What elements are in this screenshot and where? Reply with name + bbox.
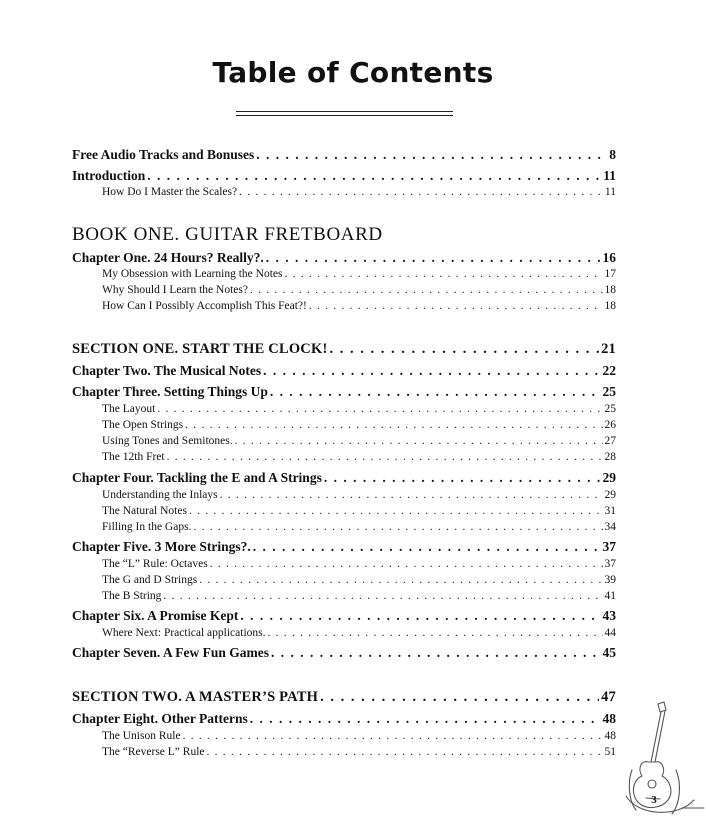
entry-title: Chapter Four. Tackling the E and A Strings [72,470,322,485]
entry-title: The Layout [102,403,156,415]
dot-leader [250,284,603,296]
dot-leader [207,746,603,758]
entry-title: The B String [102,590,162,602]
toc-subentry[interactable] [102,558,616,570]
entry-page: 29 [604,489,616,501]
dot-leader [183,730,603,742]
toc-entry[interactable] [72,711,616,727]
toc-subentry[interactable] [102,590,616,602]
entry-page: 45 [602,645,616,660]
entry-page: 18 [604,300,616,312]
entry-page: 31 [604,505,616,517]
toc-entry[interactable] [72,384,616,400]
toc-subentry[interactable] [102,435,616,447]
toc-entry[interactable] [72,363,616,379]
entry-page: 37 [602,539,616,554]
entry-title: Chapter Two. The Musical Notes [72,363,262,378]
toc-subentry[interactable] [102,730,616,742]
entry-page: 25 [602,384,616,399]
entry-title: The “L” Rule: Octaves [102,558,208,570]
entry-page: 21 [601,341,616,357]
dot-leader [189,505,603,517]
entry-page: 37 [604,558,616,570]
entry-page: 16 [602,250,616,265]
entry-title: The “Reverse L” Rule [102,746,205,758]
toc-entry[interactable] [72,168,616,184]
entry-page: 18 [604,284,616,296]
dot-leader [167,451,603,463]
dot-leader [235,435,603,447]
toc-entry[interactable] [72,539,616,555]
entry-title: How Can I Possibly Accomplish This Feat?! [102,300,307,312]
entry-title: Introduction [72,168,146,183]
entry-page: 47 [601,689,616,705]
entry-title: The Unison Rule [102,730,181,742]
toc-section[interactable] [72,341,616,358]
toc-subentry[interactable] [102,521,616,533]
entry-title: How Do I Master the Scales? [102,186,238,198]
entry-page: 22 [602,363,616,378]
toc-subentry[interactable] [102,627,616,639]
entry-page: 17 [604,268,616,280]
entry-page: 41 [604,590,616,602]
dot-leader [309,300,603,312]
toc-entry[interactable] [72,470,616,486]
dot-leader [185,419,602,431]
entry-page: 48 [604,730,616,742]
dot-leader [266,250,601,266]
book-heading: BOOK ONE. GUITAR FRETBOARD [72,224,383,245]
toc-subentry[interactable] [102,419,616,431]
entry-title: Chapter Six. A Promise Kept [72,608,239,623]
entry-page: 11 [603,168,616,183]
dot-leader [324,470,601,486]
entry-title: Using Tones and Semitones. [102,435,233,447]
page-title: Table of Contents [212,56,494,89]
dot-leader [253,539,601,555]
entry-title: My Obsession with Learning the Notes [102,268,283,280]
toc-subentry[interactable] [102,284,616,296]
dot-leader [240,608,600,624]
dot-leader [320,689,599,706]
entry-page: 39 [604,574,616,586]
entry-title: Chapter Seven. A Few Fun Games [72,645,270,660]
entry-page: 44 [604,627,616,639]
entry-title: Filling In the Gaps. [102,521,192,533]
toc-entry[interactable] [72,147,616,163]
entry-title: The Natural Notes [102,505,187,517]
entry-title: Where Next: Practical applications. [102,627,266,639]
dot-leader [210,558,603,570]
toc-subentry[interactable] [102,268,616,280]
page-number: 3 [651,794,657,806]
entry-page: 27 [604,435,616,447]
dot-leader [147,168,601,184]
entry-page: 51 [604,746,616,758]
entry-title: SECTION TWO. A MASTER’S PATH [72,689,319,705]
entry-title: Chapter One. 24 Hours? Really?. [72,250,264,265]
dot-leader [263,363,600,379]
entry-page: 34 [604,521,616,533]
dot-leader [250,711,601,727]
guitar-icon [618,700,706,820]
entry-page: 48 [602,711,616,726]
entry-title: SECTION ONE. START THE CLOCK! [72,341,328,357]
toc-entry[interactable] [72,250,616,266]
entry-title: Understanding the Inlays [102,489,218,501]
entry-title: Free Audio Tracks and Bonuses [72,147,255,162]
toc-subentry[interactable] [102,403,616,415]
dot-leader [157,403,602,415]
dot-leader [256,147,607,163]
entry-page: 43 [602,608,616,623]
entry-page: 29 [602,470,616,485]
dot-leader [270,384,601,400]
entry-title: The 12th Fret [102,451,165,463]
entry-title: Why Should I Learn the Notes? [102,284,248,296]
dot-leader [268,627,603,639]
dot-leader [163,590,602,602]
toc-subentry[interactable] [102,746,616,758]
toc-subentry[interactable] [102,574,616,586]
toc-subentry[interactable] [102,451,616,463]
entry-title: The G and D Strings [102,574,198,586]
toc-subentry[interactable] [102,505,616,517]
toc-subentry[interactable] [102,300,616,312]
toc-entry[interactable] [72,608,616,624]
entry-page: 25 [604,403,616,415]
entry-title: Chapter Five. 3 More Strings?. [72,539,251,554]
toc-section[interactable] [72,689,616,706]
dot-leader [199,574,602,586]
dot-leader [220,489,603,501]
toc-entry[interactable] [72,645,616,661]
dot-leader [239,186,603,198]
toc-subentry[interactable] [102,186,616,198]
entry-title: Chapter Eight. Other Patterns [72,711,248,726]
dot-leader [284,268,602,280]
entry-title: The Open Strings [102,419,184,431]
entry-page: 28 [604,451,616,463]
entry-title: Chapter Three. Setting Things Up [72,384,268,399]
dot-leader [271,645,600,661]
entry-page: 11 [604,186,616,198]
toc-subentry[interactable] [102,489,616,501]
dot-leader [193,521,602,533]
entry-page: 8 [609,147,616,162]
entry-page: 26 [604,419,616,431]
dot-leader [329,341,599,358]
